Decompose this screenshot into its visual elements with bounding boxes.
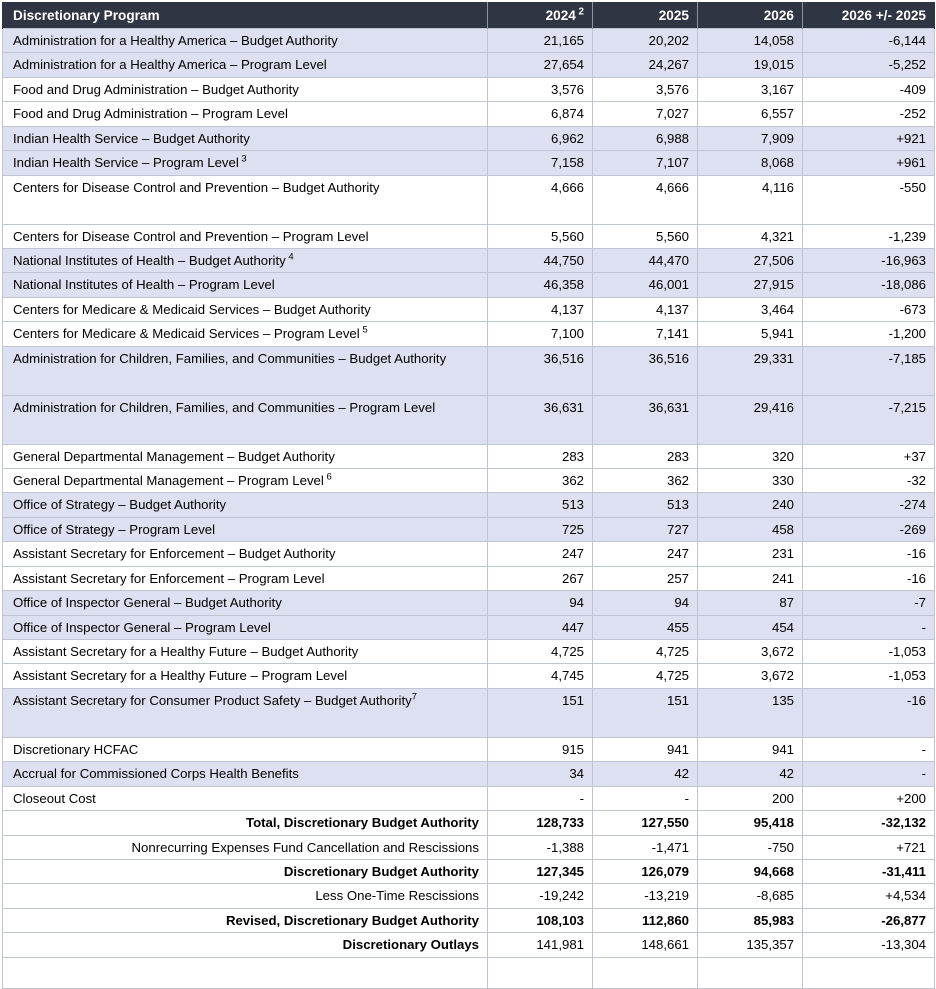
cell-delta: -16,963 (803, 248, 935, 272)
program-label: Food and Drug Administration – Budget Authority (13, 81, 299, 97)
cell-program-name (3, 591, 488, 615)
column-header-2026[interactable] (698, 2, 803, 29)
cell-program-name (3, 395, 488, 444)
table-row (3, 664, 935, 688)
cell-program-name (3, 469, 488, 493)
cell-program-name (3, 346, 488, 395)
cell-y2026: 6,557 (698, 102, 803, 126)
cell-y2025: 513 (593, 493, 698, 517)
program-label: Food and Drug Administration – Program Level (13, 106, 288, 122)
cell-program-name (3, 151, 488, 175)
cell-y2026: -750 (698, 835, 803, 859)
cell-y2024: 46,358 (488, 273, 593, 297)
table-row (3, 688, 935, 737)
program-label: Assistant Secretary for Consumer Product Safety – Budget Authority (13, 692, 412, 708)
cell-delta: -7 (803, 591, 935, 615)
table-row (3, 248, 935, 272)
cell-y2026: 3,464 (698, 297, 803, 321)
cell-delta: -1,053 (803, 664, 935, 688)
discretionary-budget-table (2, 2, 935, 989)
table-row (3, 102, 935, 126)
column-header-label: 2026 +/- 2025 (841, 7, 926, 23)
cell-y2024: 44,750 (488, 248, 593, 272)
program-label: Administration for a Healthy America – Program Level (13, 57, 327, 73)
cell-delta: -31,411 (803, 859, 935, 883)
cell-y2025: 455 (593, 615, 698, 639)
cell-y2024: 4,137 (488, 297, 593, 321)
program-label: Revised, Discretionary Budget Authority (225, 912, 479, 928)
cell-delta: -16 (803, 542, 935, 566)
program-label: Office of Strategy – Program Level (13, 521, 216, 537)
program-label: Less One-Time Rescissions (315, 888, 479, 904)
column-header-label: 2024 (545, 7, 576, 23)
program-label: Indian Health Service – Budget Authority (13, 130, 250, 146)
cell-delta: +200 (803, 786, 935, 810)
table-row (3, 737, 935, 761)
cell-program-name (3, 859, 488, 883)
cell-y2024: 127,345 (488, 859, 593, 883)
cell-y2025: - (593, 786, 698, 810)
cell-delta: -6,144 (803, 29, 935, 53)
table-row (3, 53, 935, 77)
table-row (3, 908, 935, 932)
cell-program-name (3, 933, 488, 957)
program-label: Assistant Secretary for Enforcement – Program Level (13, 570, 325, 586)
cell-y2024: 34 (488, 762, 593, 786)
cell-y2024: 247 (488, 542, 593, 566)
table-row (3, 493, 935, 517)
program-label: Administration for Children, Families, and Communities – Program Level (13, 399, 436, 415)
cell-y2026: 3,672 (698, 664, 803, 688)
cell-y2026: 95,418 (698, 811, 803, 835)
column-header-label: Discretionary Program (13, 7, 160, 23)
cell-y2025: 247 (593, 542, 698, 566)
cell-y2025: 3,576 (593, 77, 698, 101)
cell-delta: +37 (803, 444, 935, 468)
cell-program-name (3, 640, 488, 664)
cell-y2024: 267 (488, 566, 593, 590)
table-row-spacer (3, 957, 935, 988)
cell-y2026: 330 (698, 469, 803, 493)
cell-program-name (3, 273, 488, 297)
footnote-marker: 4 (285, 251, 294, 263)
cell-program-name (3, 786, 488, 810)
program-label: Office of Inspector General – Budget Authority (13, 595, 282, 611)
column-header-2024[interactable] (488, 2, 593, 29)
program-label: Nonrecurring Expenses Fund Cancellation and Rescissions (131, 839, 479, 855)
cell-y2025: 24,267 (593, 53, 698, 77)
program-label: National Institutes of Health – Program Level (13, 277, 275, 293)
cell-y2025: 148,661 (593, 933, 698, 957)
cell-delta: -673 (803, 297, 935, 321)
cell-delta: -13,304 (803, 933, 935, 957)
table-row (3, 762, 935, 786)
cell-y2024: 915 (488, 737, 593, 761)
table-row (3, 542, 935, 566)
cell-delta: -16 (803, 566, 935, 590)
cell-program-name (3, 175, 488, 224)
cell-delta: -1,053 (803, 640, 935, 664)
program-label: National Institutes of Health – Budget Authority (13, 252, 286, 268)
cell-y2026: 135,357 (698, 933, 803, 957)
cell-y2025: 4,725 (593, 640, 698, 664)
cell-y2024: 141,981 (488, 933, 593, 957)
cell-y2025: 126,079 (593, 859, 698, 883)
cell-program-name (3, 297, 488, 321)
cell-y2024: 36,631 (488, 395, 593, 444)
table-row (3, 273, 935, 297)
cell-y2026: 3,672 (698, 640, 803, 664)
cell-program-name (3, 957, 488, 988)
cell-program-name (3, 444, 488, 468)
cell-y2026: 200 (698, 786, 803, 810)
cell-delta: -252 (803, 102, 935, 126)
cell-y2025: 727 (593, 517, 698, 541)
table-row (3, 444, 935, 468)
cell-delta: -32,132 (803, 811, 935, 835)
cell-y2024: 725 (488, 517, 593, 541)
cell-y2026: -8,685 (698, 884, 803, 908)
cell-delta: -7,215 (803, 395, 935, 444)
cell-y2024 (488, 957, 593, 988)
table-row (3, 77, 935, 101)
cell-y2025: 4,137 (593, 297, 698, 321)
cell-delta (803, 957, 935, 988)
cell-program-name (3, 322, 488, 346)
cell-y2024: 108,103 (488, 908, 593, 932)
cell-y2025: 42 (593, 762, 698, 786)
cell-y2026: 231 (698, 542, 803, 566)
table-row (3, 297, 935, 321)
cell-y2026: 19,015 (698, 53, 803, 77)
column-header-delta[interactable] (803, 2, 935, 29)
cell-y2026: 27,915 (698, 273, 803, 297)
cell-program-name (3, 493, 488, 517)
table-row (3, 322, 935, 346)
cell-y2026: 42 (698, 762, 803, 786)
program-label: Administration for Children, Families, and Communities – Budget Authority (13, 350, 447, 366)
cell-delta: -550 (803, 175, 935, 224)
cell-y2026: 7,909 (698, 126, 803, 150)
program-label: Centers for Medicare & Medicaid Services – Program Level (13, 326, 360, 342)
cell-program-name (3, 615, 488, 639)
table-row (3, 884, 935, 908)
program-label: Office of Inspector General – Program Level (13, 619, 271, 635)
cell-y2025: 112,860 (593, 908, 698, 932)
footnote-marker: 3 (238, 153, 247, 165)
cell-y2024: 7,100 (488, 322, 593, 346)
footnote-marker: 5 (359, 324, 368, 336)
cell-y2026: 94,668 (698, 859, 803, 883)
column-header-2025[interactable] (593, 2, 698, 29)
cell-y2025: 7,141 (593, 322, 698, 346)
cell-y2024: 362 (488, 469, 593, 493)
cell-program-name (3, 762, 488, 786)
cell-y2026: 29,331 (698, 346, 803, 395)
cell-program-name (3, 542, 488, 566)
cell-delta: -269 (803, 517, 935, 541)
cell-y2025: 7,107 (593, 151, 698, 175)
program-label: Centers for Medicare & Medicaid Services – Budget Authority (13, 301, 371, 317)
cell-delta: +4,534 (803, 884, 935, 908)
program-label: General Departmental Management – Budget Authority (13, 448, 335, 464)
cell-y2026 (698, 957, 803, 988)
cell-delta: -16 (803, 688, 935, 737)
cell-y2024: -1,388 (488, 835, 593, 859)
cell-delta: -7,185 (803, 346, 935, 395)
cell-delta: - (803, 615, 935, 639)
cell-program-name (3, 126, 488, 150)
cell-y2026: 5,941 (698, 322, 803, 346)
cell-y2026: 14,058 (698, 29, 803, 53)
cell-y2024: 6,962 (488, 126, 593, 150)
table-row (3, 591, 935, 615)
program-label: Closeout Cost (13, 790, 96, 806)
table-row (3, 835, 935, 859)
table-row (3, 615, 935, 639)
table-row (3, 126, 935, 150)
cell-y2026: 8,068 (698, 151, 803, 175)
cell-y2026: 29,416 (698, 395, 803, 444)
cell-y2025: 4,725 (593, 664, 698, 688)
program-label: Discretionary Budget Authority (283, 863, 479, 879)
cell-y2026: 241 (698, 566, 803, 590)
table-row (3, 859, 935, 883)
cell-program-name (3, 566, 488, 590)
table-row (3, 566, 935, 590)
table-row (3, 811, 935, 835)
cell-y2025: 46,001 (593, 273, 698, 297)
program-label: Discretionary Outlays (342, 937, 479, 953)
cell-y2025: 44,470 (593, 248, 698, 272)
cell-program-name (3, 688, 488, 737)
table-row (3, 786, 935, 810)
cell-program-name (3, 77, 488, 101)
program-label: Accrual for Commissioned Corps Health Benefits (13, 766, 299, 782)
cell-y2026: 135 (698, 688, 803, 737)
cell-y2024: 7,158 (488, 151, 593, 175)
cell-y2025: 257 (593, 566, 698, 590)
cell-y2024: 27,654 (488, 53, 593, 77)
cell-delta: -26,877 (803, 908, 935, 932)
cell-y2025: 362 (593, 469, 698, 493)
footnote-marker: 7 (411, 691, 418, 703)
cell-y2025 (593, 957, 698, 988)
cell-program-name (3, 102, 488, 126)
cell-y2025: 151 (593, 688, 698, 737)
cell-y2026: 941 (698, 737, 803, 761)
cell-delta: -1,239 (803, 224, 935, 248)
cell-program-name (3, 664, 488, 688)
table-header (3, 2, 935, 29)
program-label: Centers for Disease Control and Prevention – Budget Authority (13, 179, 380, 195)
column-header-program[interactable] (3, 2, 488, 29)
table-row (3, 224, 935, 248)
cell-y2024: 4,666 (488, 175, 593, 224)
table-row (3, 640, 935, 664)
column-header-label: 2025 (658, 7, 689, 23)
program-label: Office of Strategy – Budget Authority (13, 497, 227, 513)
cell-program-name (3, 811, 488, 835)
program-label: Centers for Disease Control and Prevention – Program Level (13, 228, 369, 244)
cell-y2024: -19,242 (488, 884, 593, 908)
cell-y2026: 87 (698, 591, 803, 615)
cell-y2026: 458 (698, 517, 803, 541)
cell-y2024: 283 (488, 444, 593, 468)
cell-delta: +721 (803, 835, 935, 859)
cell-y2026: 85,983 (698, 908, 803, 932)
cell-y2026: 240 (698, 493, 803, 517)
cell-delta: -5,252 (803, 53, 935, 77)
cell-y2024: 4,745 (488, 664, 593, 688)
table-row (3, 469, 935, 493)
cell-y2024: - (488, 786, 593, 810)
cell-y2026: 4,321 (698, 224, 803, 248)
cell-y2024: 4,725 (488, 640, 593, 664)
cell-y2024: 513 (488, 493, 593, 517)
cell-y2025: 127,550 (593, 811, 698, 835)
cell-delta: - (803, 762, 935, 786)
cell-program-name (3, 53, 488, 77)
cell-y2025: 36,516 (593, 346, 698, 395)
cell-y2024: 94 (488, 591, 593, 615)
cell-program-name (3, 908, 488, 932)
table-row (3, 517, 935, 541)
cell-y2025: 94 (593, 591, 698, 615)
cell-y2025: 283 (593, 444, 698, 468)
cell-y2024: 5,560 (488, 224, 593, 248)
cell-y2025: 4,666 (593, 175, 698, 224)
cell-y2025: -1,471 (593, 835, 698, 859)
cell-y2026: 4,116 (698, 175, 803, 224)
cell-y2025: 7,027 (593, 102, 698, 126)
program-label: Administration for a Healthy America – Budget Authority (13, 33, 338, 48)
table-body (3, 29, 935, 989)
program-label: General Departmental Management – Program Level (13, 473, 324, 489)
cell-y2025: 5,560 (593, 224, 698, 248)
footnote-marker: 6 (323, 471, 332, 483)
cell-y2024: 447 (488, 615, 593, 639)
column-header-footnote-marker: 2 (575, 5, 584, 17)
cell-delta: - (803, 737, 935, 761)
cell-delta: -409 (803, 77, 935, 101)
cell-y2025: 941 (593, 737, 698, 761)
program-label: Indian Health Service – Program Level (13, 155, 239, 171)
cell-y2024: 21,165 (488, 29, 593, 53)
cell-program-name (3, 517, 488, 541)
program-label: Assistant Secretary for Enforcement – Budget Authority (13, 546, 336, 562)
table-row (3, 933, 935, 957)
program-label: Assistant Secretary for a Healthy Future – Program Level (13, 668, 348, 684)
cell-program-name (3, 29, 488, 53)
cell-y2025: 20,202 (593, 29, 698, 53)
cell-y2026: 320 (698, 444, 803, 468)
cell-y2024: 151 (488, 688, 593, 737)
cell-delta: -18,086 (803, 273, 935, 297)
cell-y2024: 6,874 (488, 102, 593, 126)
table-row (3, 346, 935, 395)
cell-y2025: 6,988 (593, 126, 698, 150)
cell-program-name (3, 248, 488, 272)
program-label: Total, Discretionary Budget Authority (246, 815, 479, 831)
cell-delta: +961 (803, 151, 935, 175)
cell-y2024: 3,576 (488, 77, 593, 101)
cell-y2026: 3,167 (698, 77, 803, 101)
cell-delta: -1,200 (803, 322, 935, 346)
cell-delta: -274 (803, 493, 935, 517)
program-label: Assistant Secretary for a Healthy Future – Budget Authority (13, 644, 359, 660)
cell-program-name (3, 737, 488, 761)
cell-y2025: -13,219 (593, 884, 698, 908)
table-row (3, 395, 935, 444)
table-row (3, 175, 935, 224)
table-row (3, 151, 935, 175)
cell-program-name (3, 884, 488, 908)
column-header-label: 2026 (763, 7, 794, 23)
cell-program-name (3, 835, 488, 859)
table-header-row (3, 2, 935, 29)
cell-delta: +921 (803, 126, 935, 150)
cell-y2024: 128,733 (488, 811, 593, 835)
cell-program-name (3, 224, 488, 248)
table-row (3, 29, 935, 53)
cell-delta: -32 (803, 469, 935, 493)
cell-y2024: 36,516 (488, 346, 593, 395)
cell-y2026: 27,506 (698, 248, 803, 272)
program-label: Discretionary HCFAC (13, 741, 139, 757)
cell-y2025: 36,631 (593, 395, 698, 444)
cell-y2026: 454 (698, 615, 803, 639)
